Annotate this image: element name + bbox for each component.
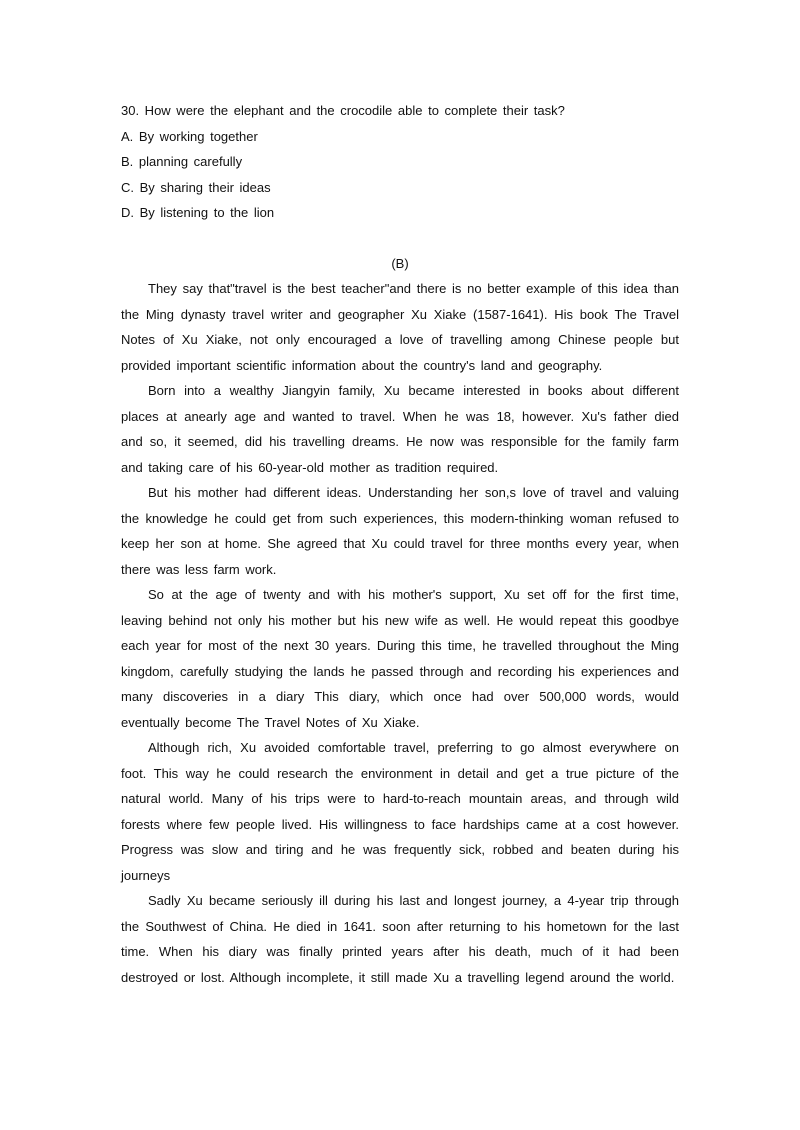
paragraph-5: Although rich, Xu avoided comfortable travel, preferring to go almost everywhere on foot. This way he could research the environment in detail and get a true picture of the natural world. Many of his trips were to hard-to-reach mountain areas, and through wild forests where few people lived. His willingness to face hardships came at a cost however. Progress was slow and tiring and he was frequently sick, robbed and beaten during his journeys [121, 740, 679, 883]
option-b: B. planning carefully [121, 154, 243, 169]
paragraph-2: Born into a wealthy Jiangyin family, Xu became interested in books about different places at anearly age and wanted to travel. When he was 18, however. Xu's father died and so, it seemed, did his travelling dreams. He now was responsible for the family farm and taking care of his 60-year-old mother as tradition required. [121, 383, 679, 475]
option-c: C. By sharing their ideas [121, 179, 271, 195]
paragraph-4: So at the age of twenty and with his mother's support, Xu set off for the first time, leaving behind not only his mother but his new wife as well. He would repeat this goodbye each year for most of the next 30 years. During this time, he travelled throughout the Ming kingdom, carefully studying the lands he passed through and recording his experiences and many discoveries in a diary This diary, which once had over 500,000 words, would eventually become The Travel Notes of Xu Xiake. [121, 587, 679, 730]
reading-passage [121, 276, 679, 990]
paragraph-6: Sadly Xu became seriously ill during his last and longest journey, a 4-year trip through the Southwest of China. He died in 1641. soon after returning to his hometown for the last time. When his diary was finally printed years after his death, much of it had been destroyed or lost. Although incomplete, it still made Xu a travelling legend around the world. [121, 893, 679, 985]
paragraph-3: But his mother had different ideas. Understanding her son,s love of travel and valuing the knowledge he could get from such experiences, this modern-thinking woman refused to keep her son at home. She agreed that Xu could travel for three months every year, when there was less farm work. [121, 485, 679, 577]
option-d: D. By listening to the lion [121, 205, 275, 220]
section-label: (B) [391, 255, 409, 271]
document-page [121, 98, 679, 990]
question-stem: 30. How were the elephant and the crocodile able to complete their task? [121, 103, 565, 118]
question-30 [121, 98, 679, 226]
paragraph-1: They say that"travel is the best teacher"and there is no better example of this idea than the Ming dynasty travel writer and geographer Xu Xiake (1587-1641). His book The Travel Notes of Xu Xiake, not only encouraged a love of travelling among Chinese people but provided important scientific information about the country's land and geography. [121, 281, 679, 373]
option-a: A. By working together [121, 128, 258, 144]
